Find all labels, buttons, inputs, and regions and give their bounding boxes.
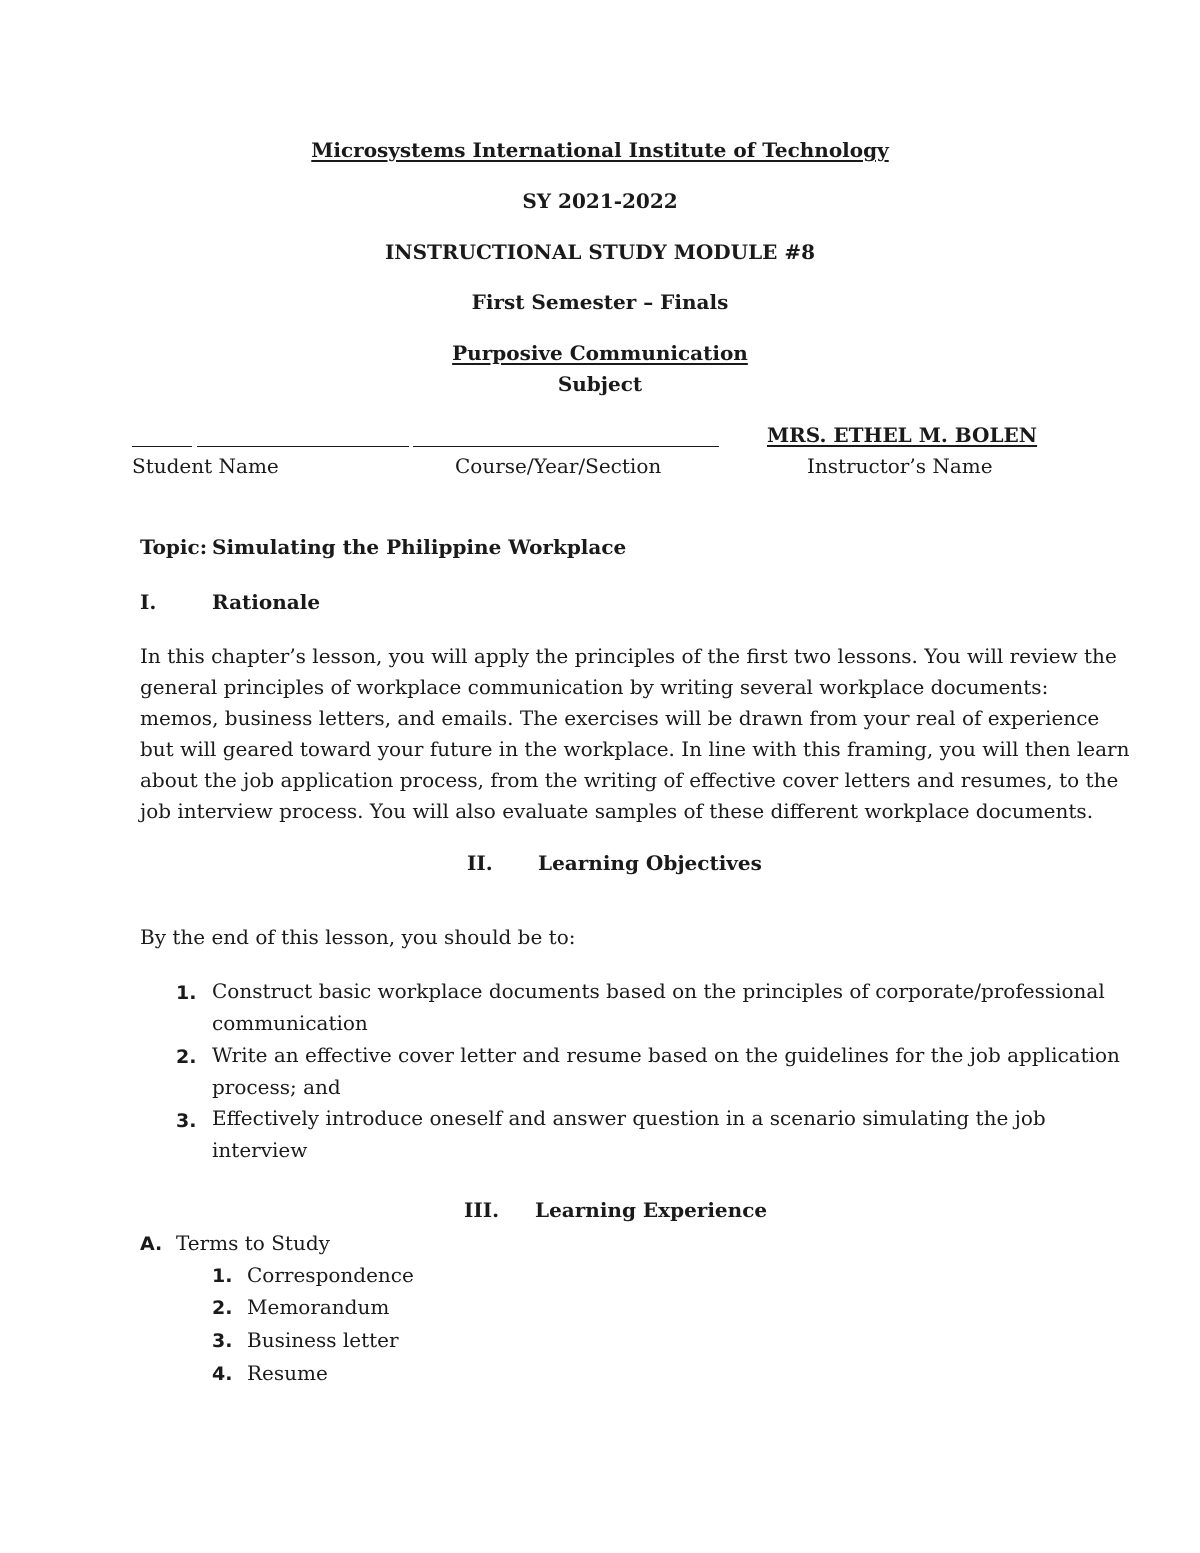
term-item: Business letter <box>247 1328 399 1352</box>
term-number: 4. <box>212 1363 233 1385</box>
institution-name: Microsystems International Institute of Technology <box>311 138 889 162</box>
rationale-line: but will geared toward your future in the workplace. In line with this framing, you will then learn <box>140 737 1130 761</box>
student-name-line-b <box>197 446 409 447</box>
instructor-label: Instructor’s Name <box>807 454 993 478</box>
experience-heading: Learning Experience <box>535 1198 768 1222</box>
student-name-line-a <box>132 446 192 447</box>
objective-number: 1. <box>176 982 197 1004</box>
objective-item: Write an effective cover letter and resume based on the guidelines for the job application process; and <box>212 1043 1120 1099</box>
objective-number: 2. <box>176 1046 197 1068</box>
objectives-intro: By the end of this lesson, you should be to: <box>140 925 576 949</box>
course-line <box>413 446 719 447</box>
term-number: 2. <box>212 1297 233 1319</box>
subsection-letter: A. <box>140 1233 163 1255</box>
module-title: INSTRUCTIONAL STUDY MODULE #8 <box>384 240 816 264</box>
instructor-name: MRS. ETHEL M. BOLEN <box>767 423 1038 447</box>
rationale-line: memos, business letters, and emails. The exercises will be drawn from your real of experience <box>140 706 1100 730</box>
subject-name: Purposive Communication <box>452 341 748 365</box>
subject-label: Subject <box>557 372 643 396</box>
course-label: Course/Year/Section <box>455 454 662 478</box>
term-item: Resume <box>247 1361 328 1385</box>
term-item: Memorandum <box>247 1295 390 1319</box>
student-name-label: Student Name <box>132 454 279 478</box>
rationale-line: about the job application process, from the writing of effective cover letters and resumes, to the <box>140 768 1119 792</box>
topic-label: Topic: <box>140 535 208 559</box>
rationale-line: job interview process. You will also evaluate samples of these different workplace documents. <box>140 799 1094 823</box>
objective-item: Effectively introduce oneself and answer question in a scenario simulating the job interview <box>212 1106 1046 1162</box>
rationale-line: general principles of workplace communication by writing several workplace documents: <box>140 675 1049 699</box>
objective-item: Construct basic workplace documents based on the principles of corporate/professional communication <box>212 979 1105 1035</box>
rationale-line: In this chapter’s lesson, you will apply the principles of the first two lessons. You will review the <box>140 644 1117 668</box>
school-year: SY 2021-2022 <box>522 189 678 213</box>
term-number: 3. <box>212 1330 233 1352</box>
rationale-heading: Rationale <box>212 590 321 614</box>
experience-numeral: III. <box>464 1198 500 1222</box>
objectives-numeral: II. <box>467 851 493 875</box>
objective-number: 3. <box>176 1110 197 1132</box>
term-number: 1. <box>212 1265 233 1287</box>
subsection-title: Terms to Study <box>176 1231 330 1255</box>
topic-value: Simulating the Philippine Workplace <box>212 535 627 559</box>
term-item: Correspondence <box>247 1263 414 1287</box>
semester-label: First Semester – Finals <box>471 290 729 314</box>
objectives-heading: Learning Objectives <box>538 851 762 875</box>
rationale-numeral: I. <box>140 590 157 614</box>
rationale-paragraph <box>140 641 1130 827</box>
